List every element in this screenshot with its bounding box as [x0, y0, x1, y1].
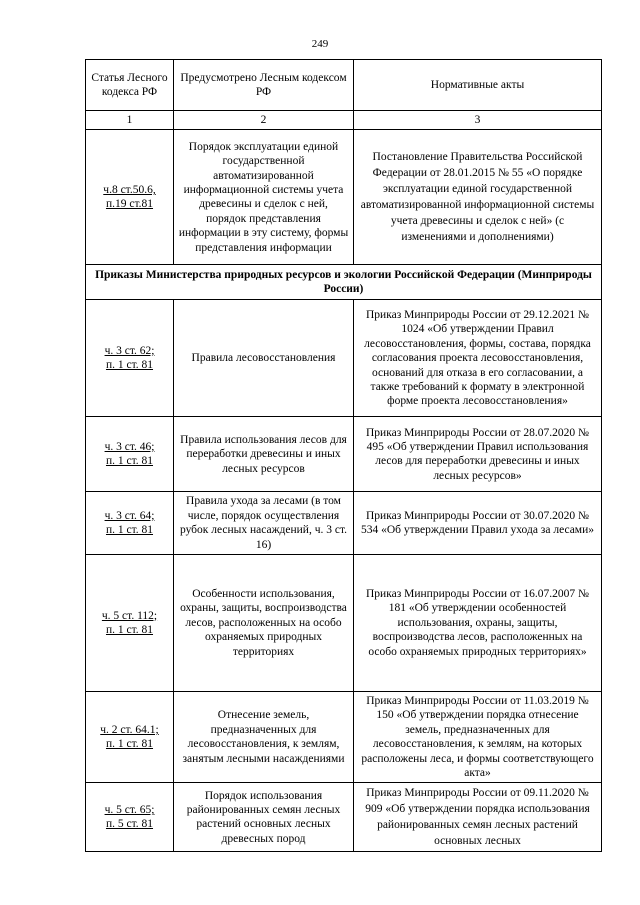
- act-cell: Приказ Минприроды России от 11.03.2019 № 150 «Об утверждении порядка отнесение земель, предназначенных для лесовосстановления, к землям, на которых расположены леса, и формы соответствующего акта»: [354, 692, 602, 783]
- table-row: [86, 692, 602, 783]
- article-reference[interactable]: п. 5 ст. 81: [105, 818, 154, 831]
- article-reference[interactable]: п.19 ст.81: [105, 198, 154, 211]
- act-cell: Приказ Минприроды России от 16.07.2007 № 181 «Об утверждении особенностей использования, охраны, защиты, воспроизводства лесов, расположенных на особо охраняемых природных территориях»: [354, 555, 602, 692]
- header-article: Статья Лесного кодекса РФ: [86, 60, 174, 111]
- article-reference[interactable]: п. 1 ст. 81: [105, 738, 154, 751]
- provision-cell: Правила ухода за лесами (в том числе, порядок осуществления рубок лесных насаждений, ч. 3 ст. 16): [174, 492, 354, 555]
- article-cell: [86, 130, 174, 265]
- article-cell: [86, 555, 174, 692]
- article-reference[interactable]: ч.8 ст.50.6,: [103, 184, 156, 196]
- article-cell: [86, 417, 174, 492]
- regulations-table: [85, 59, 602, 852]
- act-cell: Приказ Минприроды России от 29.12.2021 № 1024 «Об утверждении Правил лесовосстановления, формы, состава, порядка согласования проекта лесовосстановления, оснований для отказа в его согласовании, а также требований к формату в электронной форме проекта лесовосстановления»: [354, 300, 602, 417]
- article-cell: [86, 783, 174, 852]
- header-acts: Нормативные акты: [354, 60, 602, 111]
- column-number: 3: [354, 111, 602, 130]
- provision-cell: Правила лесовосстановления: [174, 300, 354, 417]
- table-row: [86, 417, 602, 492]
- column-number-row: [86, 111, 602, 130]
- article-reference[interactable]: ч. 5 ст. 112;: [101, 609, 158, 622]
- header-provision: Предусмотрено Лесным кодексом РФ: [174, 60, 354, 111]
- article-cell: [86, 492, 174, 555]
- provision-cell: Особенности использования, охраны, защиты, воспроизводства лесов, расположенных на особо охраняемых природных территориях: [174, 555, 354, 692]
- section-row: [86, 265, 602, 300]
- column-number: 1: [86, 111, 174, 130]
- table-row: [86, 300, 602, 417]
- article-reference[interactable]: ч. 3 ст. 62;: [104, 345, 155, 357]
- article-reference[interactable]: ч. 3 ст. 64;: [104, 509, 155, 522]
- column-number: 2: [174, 111, 354, 130]
- table-row: [86, 555, 602, 692]
- article-reference[interactable]: п. 1 ст. 81: [105, 455, 154, 468]
- table-header-row: [86, 60, 602, 111]
- act-cell: Приказ Минприроды России от 30.07.2020 № 534 «Об утверждении Правил ухода за лесами»: [354, 492, 602, 555]
- table-row: [86, 492, 602, 555]
- table-row: [86, 783, 602, 852]
- article-reference[interactable]: п. 1 ст. 81: [105, 624, 154, 637]
- act-cell: Постановление Правительства Российской Федерации от 28.01.2015 № 55 «О порядке эксплуатации единой государственной автоматизированной информационной системы учета древесины и сделок с ней» (с изменениями и дополнениями): [354, 130, 602, 265]
- act-cell: Приказ Минприроды России от 09.11.2020 № 909 «Об утверждении порядка использования районированных семян лесных растений основных лесных: [354, 783, 602, 852]
- article-reference[interactable]: п. 1 ст. 81: [105, 524, 154, 537]
- article-reference[interactable]: п. 1 ст. 81: [105, 359, 154, 372]
- page-number: 249: [311, 38, 329, 50]
- provision-cell: Отнесение земель, предназначенных для лесовосстановления, к землям, занятым лесными насаждениями: [174, 692, 354, 783]
- table-row: [86, 130, 602, 265]
- article-reference[interactable]: ч. 3 ст. 46;: [104, 441, 155, 453]
- provision-cell: Правила использования лесов для переработки древесины и иных лесных ресурсов: [174, 417, 354, 492]
- article-cell: [86, 692, 174, 783]
- act-cell: Приказ Минприроды России от 28.07.2020 № 495 «Об утверждении Правил использования лесов для переработки древесины и иных лесных ресурсов»: [354, 417, 602, 492]
- article-cell: [86, 300, 174, 417]
- article-reference[interactable]: ч. 2 ст. 64.1;: [100, 723, 159, 736]
- provision-cell: Порядок эксплуатации единой государственной автоматизированной информационной системы учета древесины и сделок с ней, порядок представления информации в эту систему, формы представления информации: [174, 130, 354, 265]
- section-title: Приказы Министерства природных ресурсов и экологии Российской Федерации (Минприроды России): [86, 265, 602, 300]
- article-reference[interactable]: ч. 5 ст. 65;: [104, 804, 155, 817]
- provision-cell: Порядок использования районированных семян лесных растений основных лесных древесных пород: [174, 783, 354, 852]
